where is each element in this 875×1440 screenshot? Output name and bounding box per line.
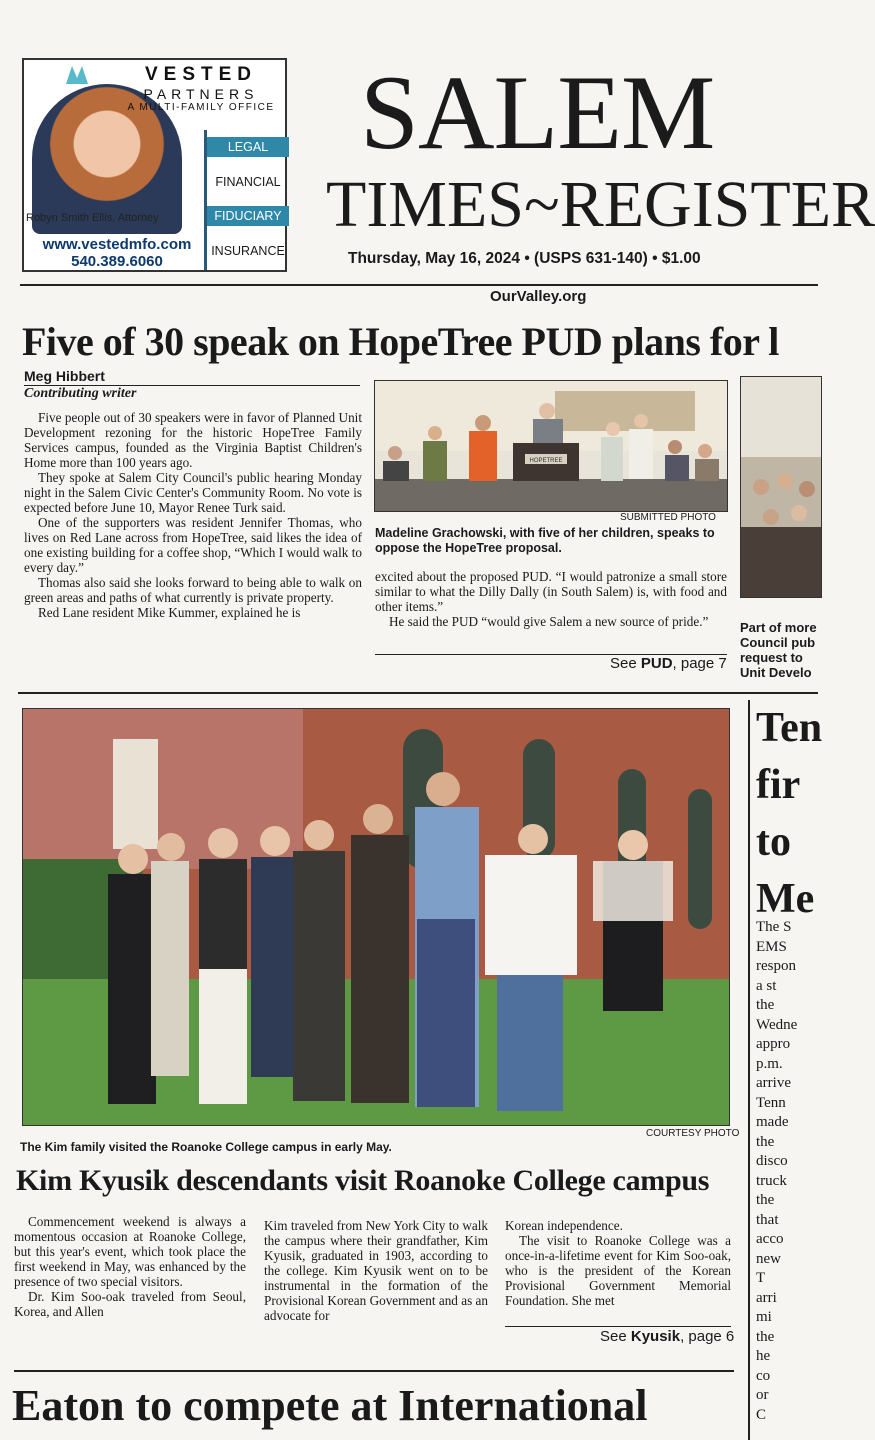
paragraph: Dr. Kim Soo-oak traveled from Seoul, Korea, and Allen xyxy=(14,1289,246,1319)
headline-line: fir xyxy=(756,762,801,808)
body-line: arri xyxy=(756,1289,777,1306)
masthead-divider xyxy=(20,284,818,286)
service-fiduciary: FIDUCIARY xyxy=(207,206,289,226)
body-line: The S xyxy=(756,919,792,935)
story1-column-1 xyxy=(24,410,362,620)
service-insurance: INSURANCE xyxy=(211,243,285,258)
paragraph: The visit to Roanoke College was a once-in-a-lifetime event for Kim Soo-oak, who is the president of the Korean Provisional Government Memorial Foundation. She met xyxy=(505,1233,731,1308)
body-line: or xyxy=(756,1387,769,1403)
paragraph: Kim traveled from New York City to walk the campus where their grandfather, Kim Kyusik, graduated in 1903, according to the college. Kim Kyusik went on to be instrumental in the formation of the Provisional Korean Government and as an advocate for xyxy=(264,1218,488,1323)
vested-partners-ad[interactable] xyxy=(22,58,287,272)
body-line: the xyxy=(756,1133,775,1150)
masthead-title-line-2: TIMES~REGISTER xyxy=(326,168,875,241)
body-line: Wedne xyxy=(756,1016,798,1033)
dateline: Thursday, May 16, 2024 • (USPS 631-140) • $1.00 xyxy=(348,250,701,267)
firm-line-1: VESTED xyxy=(144,64,258,85)
side-story-headline xyxy=(756,700,826,928)
jump-prefix: See xyxy=(610,655,641,672)
ad-contact xyxy=(32,236,202,270)
body-line: EMS xyxy=(756,938,787,955)
story2-photo-credit: COURTESY PHOTO xyxy=(646,1128,740,1139)
ad-logo-icon xyxy=(64,64,90,86)
paragraph: One of the supporters was resident Jennifer Thomas, who lives on Red Lane across from HopeTree, said likes the idea of one existing building for a coffee shop, “Which I would walk to every day.” xyxy=(24,515,362,575)
story1-byline: Meg Hibbert xyxy=(24,368,105,384)
body-line: acco xyxy=(756,1231,784,1247)
story2-jump-line xyxy=(600,1328,734,1345)
audience-illustration xyxy=(741,377,821,597)
story1-photo-credit: SUBMITTED PHOTO xyxy=(620,512,716,523)
council-audience-photo xyxy=(740,376,822,598)
ad-firm-name xyxy=(116,64,286,113)
paragraph: Five people out of 30 speakers were in favor of Planned Unit Development rezoning for the historic HopeTree Family Services campus, founded as the Virginia Baptist Children's Home more than 100 years ago. xyxy=(24,410,362,470)
story3-headline: Eaton to compete at International xyxy=(12,1381,648,1430)
jump-prefix: See xyxy=(600,1328,631,1345)
headline-line: to xyxy=(756,819,791,865)
headline-line: Ten xyxy=(756,705,823,751)
body-line: the xyxy=(756,1328,775,1345)
jump-page-ref[interactable]: PUD xyxy=(640,655,673,672)
body-line: Tenn xyxy=(756,1094,786,1111)
jump-suffix: , page 7 xyxy=(672,655,727,672)
podium-sign: HOPETREE xyxy=(529,458,563,464)
section-divider xyxy=(18,692,818,694)
body-line: T xyxy=(756,1270,766,1286)
firm-line-3: A MULTI-FAMILY OFFICE xyxy=(127,102,275,113)
jump-page-ref[interactable]: Kyusik xyxy=(630,1328,681,1345)
paragraph: excited about the proposed PUD. “I would patronize a small store similar to what the Dilly Dally (in South Salem) is, with food and other items.” xyxy=(375,569,727,614)
council-hearing-photo xyxy=(374,380,728,512)
ad-person-name: Robyn Smith Ellis, Attorney xyxy=(26,212,159,224)
kim-family-photo xyxy=(22,708,730,1126)
paragraph: Commencement weekend is always a momentous occasion at Roanoke College, but this year's event, which took place the first weekend in May, was enhanced by the presence of two special visitors. xyxy=(14,1214,246,1289)
body-line: C xyxy=(756,1406,767,1423)
body-line: the xyxy=(756,1192,775,1208)
story1-headline: Five of 30 speak on HopeTree PUD plans for l xyxy=(22,319,779,364)
kim-family-illustration xyxy=(23,709,729,1125)
body-line: the xyxy=(756,997,775,1013)
body-line: respon xyxy=(756,958,796,974)
body-line: made xyxy=(756,1114,789,1130)
body-line: a st xyxy=(756,977,777,994)
body-line: appro xyxy=(756,1036,791,1052)
council-hearing-illustration xyxy=(375,381,727,511)
story2-headline: Kim Kyusik descendants visit Roanoke College campus xyxy=(16,1164,710,1197)
body-line: that xyxy=(756,1211,779,1228)
service-legal: LEGAL xyxy=(207,137,289,157)
story1-photo-caption: Madeline Grachowski, with five of her children, speaks to oppose the HopeTree proposal. xyxy=(375,526,715,555)
story1-jump-line xyxy=(610,655,727,672)
side-column-divider xyxy=(748,700,750,1440)
story1-column-2 xyxy=(375,569,727,629)
paragraph: Korean independence. xyxy=(505,1218,623,1233)
side-story-body xyxy=(756,918,818,1425)
website-link[interactable]: OurValley.org xyxy=(490,288,587,305)
story2-photo-caption: The Kim family visited the Roanoke College campus in early May. xyxy=(20,1140,392,1154)
side-photo-caption: Part of more Council pub request to Unit Develo xyxy=(740,620,817,680)
service-financial: FINANCIAL xyxy=(215,174,281,189)
body-line: mi xyxy=(756,1309,772,1325)
headline-line: Me xyxy=(756,876,815,922)
body-line: arrive xyxy=(756,1075,791,1091)
paragraph: Thomas also said she looks forward to being able to walk on green areas and paths of what currently is private property. xyxy=(24,575,362,605)
ad-services-list xyxy=(204,130,289,270)
paragraph: They spoke at Salem City Council's public hearing Monday night in the Salem Civic Center's Community Room. No vote is expected before June 10, Mayor Renee Turk said. xyxy=(24,470,362,515)
paragraph: He said the PUD “would give Salem a new source of pride.” xyxy=(389,614,709,629)
body-line: he xyxy=(756,1348,771,1364)
story2-column-2 xyxy=(264,1218,488,1323)
body-line: new xyxy=(756,1250,781,1267)
story2-column-3 xyxy=(505,1218,731,1308)
body-line: disco xyxy=(756,1153,788,1169)
paragraph: Red Lane resident Mike Kummer, explained he is xyxy=(38,605,301,620)
jump-suffix: , page 6 xyxy=(680,1328,735,1345)
story3-divider xyxy=(14,1370,734,1372)
ad-phone: 540.389.6060 xyxy=(71,253,163,270)
body-line: co xyxy=(756,1367,771,1384)
story2-jump-divider xyxy=(505,1326,731,1327)
body-line: p.m. xyxy=(756,1055,783,1072)
body-line: truck xyxy=(756,1172,787,1189)
firm-line-2: PARTNERS xyxy=(143,86,259,102)
story1-role: Contributing writer xyxy=(24,386,137,401)
ad-url[interactable]: www.vestedmfo.com xyxy=(42,236,192,253)
story2-column-1 xyxy=(14,1214,246,1319)
masthead-title-line-1: SALEM xyxy=(360,54,715,171)
